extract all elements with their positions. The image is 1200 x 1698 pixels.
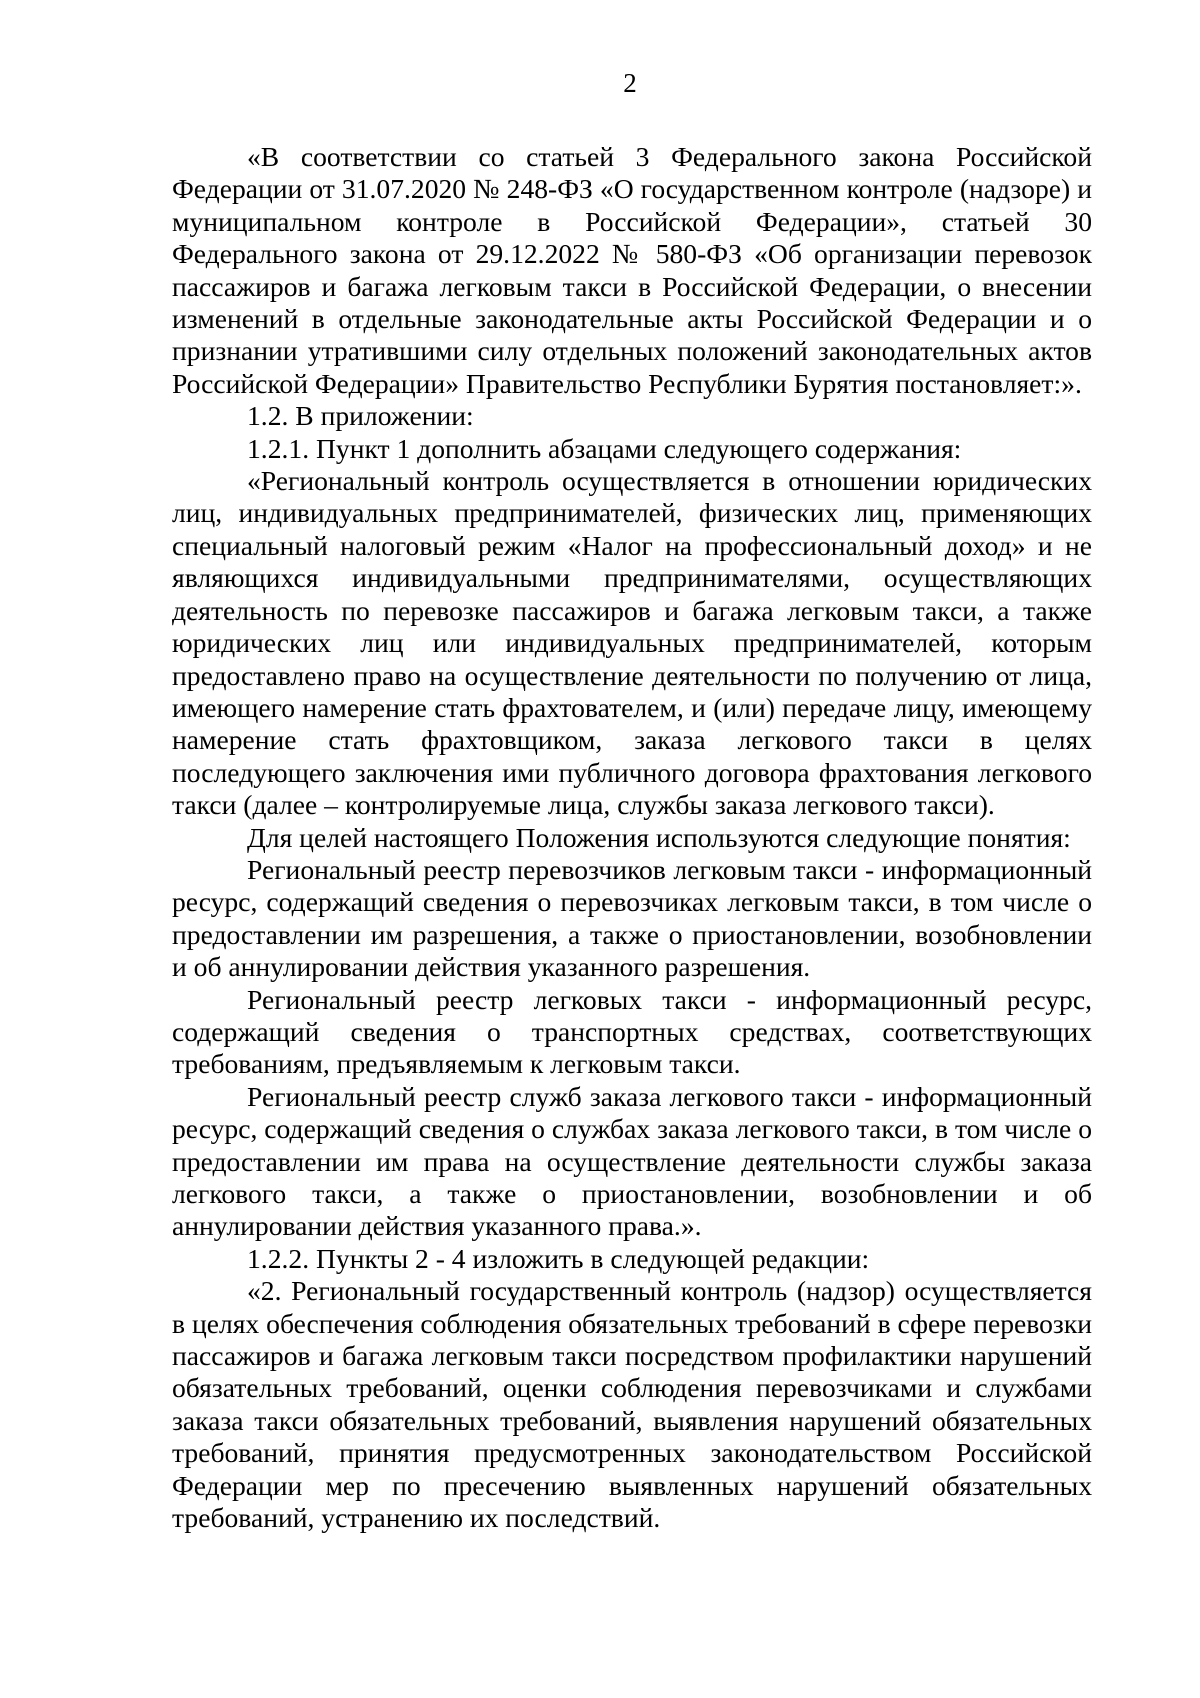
paragraph-1-2: 1.2. В приложении:: [247, 400, 474, 432]
paragraph-order-services-registry: Региональный реестр служб заказа легкового такси - информационный ресурс, содержащий сведения о службах заказа легкового такси, в том числе о предоставлении им права на осуществление деятельности службы заказа легкового такси, а также о приостановлении, возобновлении и об аннулировании действия указанного права.».: [172, 1080, 1092, 1242]
page-number: 2: [623, 68, 637, 98]
document-body: [172, 141, 1092, 1534]
paragraph-item-2: «2. Региональный государственный контроль (надзор) осуществляется в целях обеспечения соблюдения обязательных требований в сфере перевозки пассажиров и багажа легковым такси посредством профилактики нарушений обязательных требований, оценки соблюдения перевозчиками и службами заказа такси обязательных требований, выявления нарушений обязательных требований, принятия предусмотренных законодательством Российской Федерации мер по пресечению выявленных нарушений обязательных требований, устранению их последствий.: [172, 1275, 1092, 1534]
paragraph-1-2-2: 1.2.2. Пункты 2 - 4 изложить в следующей редакции:: [247, 1242, 870, 1274]
paragraph-1-2-1: 1.2.1. Пункт 1 дополнить абзацами следующего содержания:: [247, 432, 962, 464]
paragraph-regional-control: «Региональный контроль осуществляется в отношении юридических лиц, индивидуальных предпринимателей, физических лиц, применяющих специальный налоговый режим «Налог на профессиональный доход» и не являющихся индивидуальными предпринимателями, осуществляющих деятельность по перевозке пассажиров и багажа легковым такси, а также юридических лиц или индивидуальных предпринимателей, которым предоставлено право на осуществление деятельности по получению от лица, имеющего намерение стать фрахтователем, и (или) передаче лицу, имеющему намерение стать фрахтовщиком, заказа легкового такси в целях последующего заключения ими публичного договора фрахтования легкового такси (далее – контролируемые лица, службы заказа легкового такси).: [172, 465, 1092, 821]
paragraph-preamble: «В соответствии со статьей 3 Федерального закона Российской Федерации от 31.07.2020 № 248-ФЗ «О государственном контроле (надзоре) и муниципальном контроле в Российской Федерации», статьей 30 Федерального закона от 29.12.2022 № 580-ФЗ «Об организации перевозок пассажиров и багажа легковым такси в Российской Федерации, о внесении изменений в отдельные законодательные акты Российской Федерации и о признании утратившими силу отдельных положений законодательных актов Российской Федерации» Правительство Республики Бурятия постановляет:».: [172, 141, 1092, 399]
paragraph-carriers-registry: Региональный реестр перевозчиков легковым такси - информационный ресурс, содержащий сведения о перевозчиках легковым такси, в том числе о предоставлении им разрешения, а также о приостановлении, возобновлении и об аннулировании действия указанного разрешения.: [172, 853, 1092, 983]
paragraph-taxi-registry: Региональный реестр легковых такси - информационный ресурс, содержащий сведения о транспортных средствах, соответствующих требованиям, предъявляемым к легковым такси.: [172, 983, 1092, 1080]
paragraph-definitions-intro: Для целей настоящего Положения используются следующие понятия:: [247, 821, 1071, 853]
